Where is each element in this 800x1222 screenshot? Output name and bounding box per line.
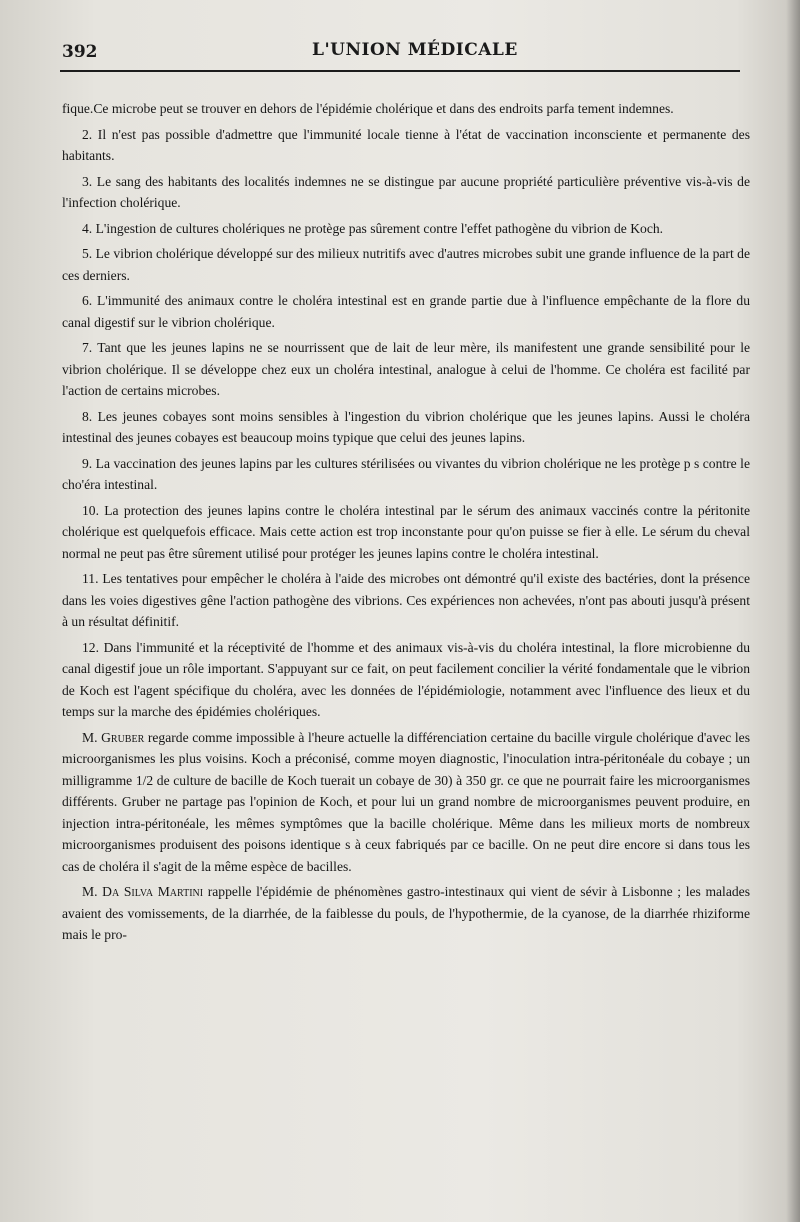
conclusion-4: 4. L'ingestion de cultures cholériques ne protège pas sûrement contre l'effet pathogène du vibrion de Koch. — [82, 220, 664, 236]
conclusion-2: 2. Il n'est pas possible d'admettre que l'immunité locale tienne à l'état de vaccination inconsciente et permanente des habitants. — [62, 126, 750, 163]
conclusion-3: 3. Le sang des habitants des localités indemnes ne se distingue par aucune propriété particulière préventive vis-à-vis de l'infection cholérique. — [62, 173, 750, 210]
conclusion-7: 7. Tant que les jeunes lapins ne se nourrissent que de lait de leur mère, ils manifestent une grande sensibilité pour le vibrion cholérique. Il se développe chez eux un choléra intestinal, analogue à celui de l'homme. Ce choléra est facilité par l'action de certains microbes. — [62, 340, 750, 398]
conclusion-6: 6. L'immunité des animaux contre le choléra intestinal est en grande partie due à l'influence empêchante de la flore du canal digestif sur le vibrion cholérique. — [62, 293, 750, 330]
martini-name: Da Silva Martini — [102, 884, 204, 899]
conclusion-5: 5. Le vibrion cholérique développé sur des milieux nutritifs avec d'autres microbes subit une grande influence de la part de ces derniers. — [62, 246, 750, 283]
gruber-paragraph — [62, 727, 750, 878]
martini-text: rappelle l'épidémie de phénomènes gastro-intestinaux qui vient de sévir à Lisbonne ; les malades avaient des vomissements, de la diarrhée, de la faiblesse du pouls, de l'hypothermie, de la cyanose, de la diarrhée rhiziforme mais le pro- — [62, 884, 750, 942]
page-header — [62, 34, 742, 70]
journal-title: L'UNION MÉDICALE — [312, 40, 518, 60]
conclusion-12: 12. Dans l'immunité et la réceptivité de l'homme et des animaux vis-à-vis du choléra intestinal, la flore microbienne du canal digestif joue un rôle important. S'appuyant sur ce fait, on peut facilement concilier la vérité fondamentale que le vibrion de Koch est l'agent spécifique du choléra, avec les données de l'épidémiologie, notamment avec l'influence des lieux et du temps sur la marche des épidémies cholériques. — [62, 639, 750, 719]
header-rule — [60, 70, 740, 72]
conclusion-9: 9. La vaccination des jeunes lapins par les cultures stérilisées ou vivantes du vibrion cholérique ne les protège p s contre le cho'éra intestinal. — [62, 455, 750, 492]
conclusion-8: 8. Les jeunes cobayes sont moins sensibles à l'ingestion du vibrion cholérique que les jeunes lapins. Aussi le choléra intestinal des jeunes cobayes est beaucoup moins typique que celui des jeunes lapins. — [62, 408, 750, 445]
martini-paragraph — [62, 881, 750, 946]
page-edge-shadow — [786, 0, 800, 1222]
gruber-text: regarde comme impossible à l'heure actuelle la différenciation certaine du bacille virgule cholérique d'avec les microorganismes les plus voisins. Koch a préconisé, comme moyen diagnostic, l'inoculation intra-péritonéale du cobaye ; un milligramme 1/2 de culture de bacille de Koch tuerait un cobaye de 30) à 350 gr. ce que ne pourrait faire les microorganismes différents. Gruber ne partage pas l'opinion de Koch, et pour lui un grand nombre de microorganismes peuvent produire, en injection intra-péritonéale, les mêmes symptômes que la bacille cholérique. Même dans les milieux morts de nombreux microorganismes produisent des poisons identique s à ceux fabriqués par ce bacille. On ne peut dire encore si dans tous les cas de choléra il s'agit de la même espèce de bacilles. — [62, 729, 750, 874]
gruber-name: Gruber — [101, 729, 145, 745]
martini-prefix: M. — [82, 884, 103, 899]
paragraph-continuation: fique.Ce microbe peut se trouver en dehors de l'épidémie cholérique et dans des endroits parfa tement indemnes. — [62, 101, 674, 116]
conclusion-10: 10. La protection des jeunes lapins contre le choléra intestinal par le sérum des animaux vaccinés contre la péritonite cholérique est quelquefois efficace. Mais cette action est trop inconstante pour qu'on puisse se fier à elle. Le sérum du cheval normal ne peut pas être sûrement utilisé pour protéger les jeunes lapins contre le choléra intestinal. — [62, 502, 750, 561]
gruber-prefix: M. — [82, 729, 102, 745]
page-number: 392 — [62, 42, 98, 62]
article-body — [62, 98, 750, 950]
conclusion-11: 11. Les tentatives pour empêcher le choléra à l'aide des microbes ont démontré qu'il existe des bactéries, dont la présence dans les voies digestives gêne l'action pathogène des vibrions. Ces expériences non achevées, n'ont pas abouti jusqu'à présent à un résultat définitif. — [62, 571, 750, 629]
